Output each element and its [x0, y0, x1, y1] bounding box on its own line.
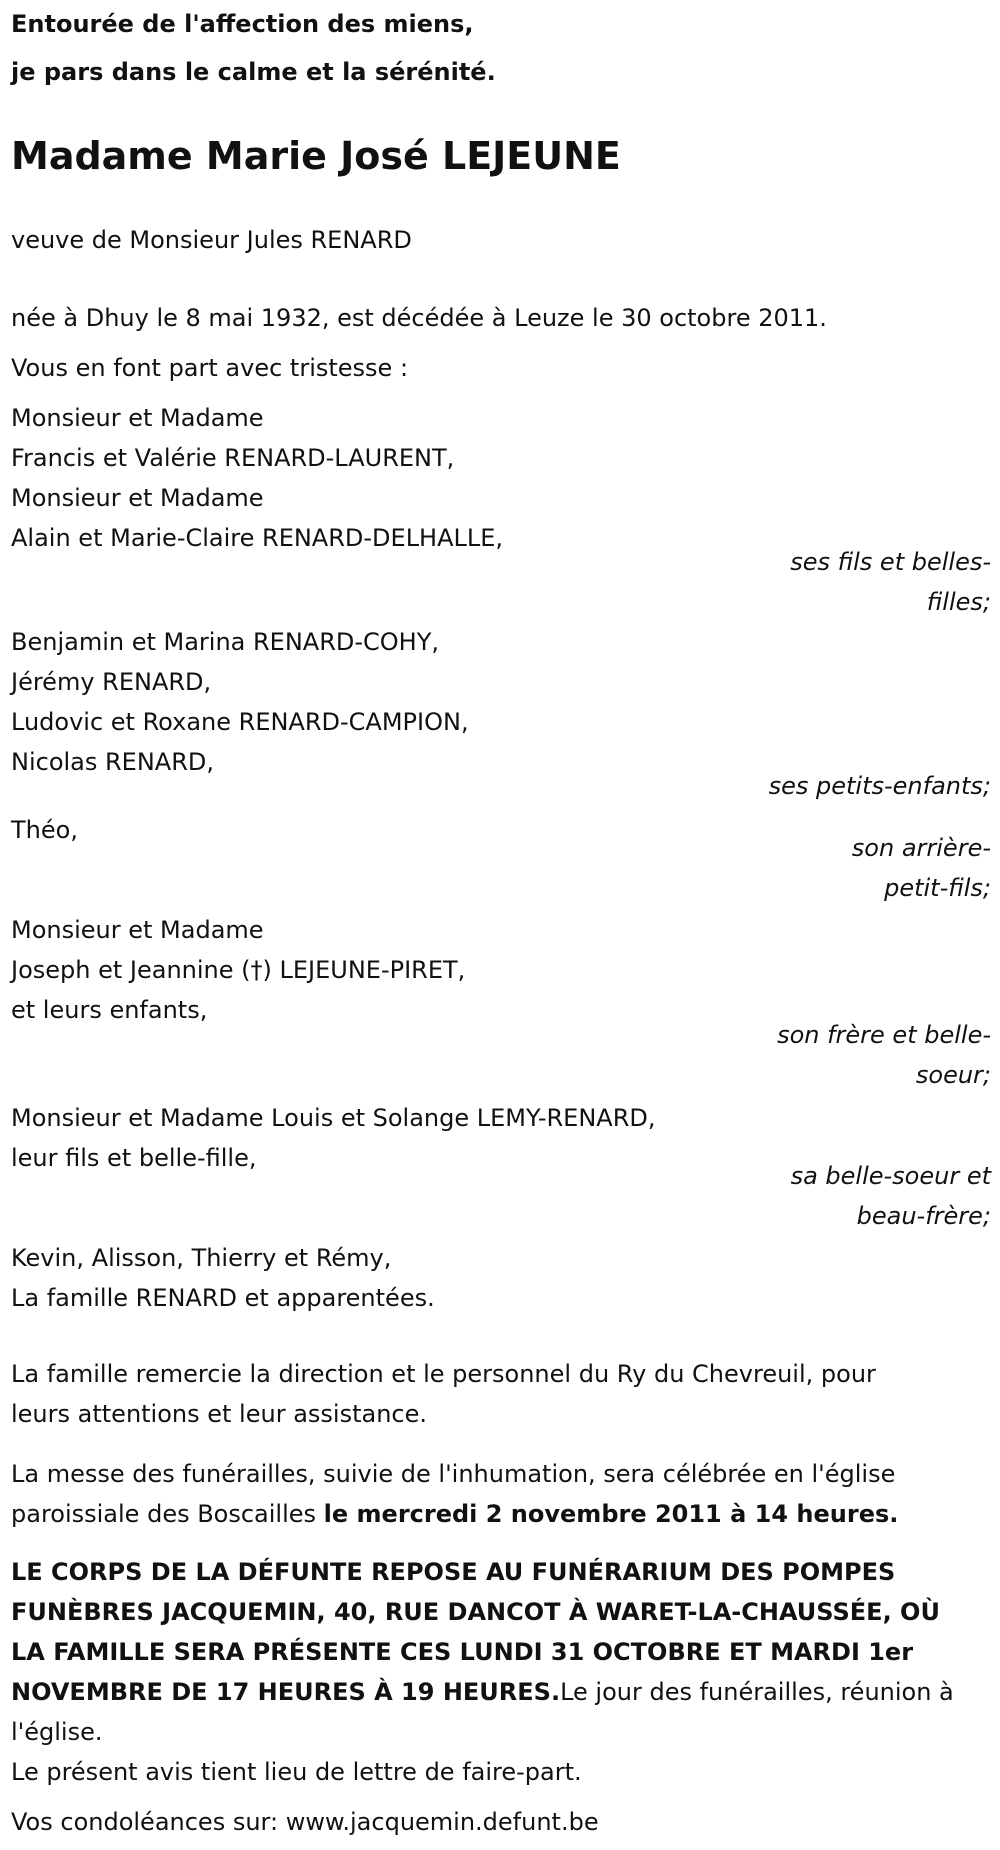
relation-label-grandchildren: ses petits-enfants;	[768, 772, 991, 800]
relation-label-sister	[691, 1156, 991, 1236]
funerarium-line: l'église.	[11, 1718, 103, 1746]
relation-label-brother	[691, 1015, 991, 1095]
relation-line: son frère et belle-	[777, 1021, 991, 1049]
funerarium-line: LA FAMILLE SERA PRÉSENTE CES LUNDI 31 OCTOBRE ET MARDI 1er	[11, 1638, 914, 1666]
relation-label-sons	[691, 542, 991, 622]
family-member: Joseph et Jeannine (†) LEJEUNE-PIRET,	[11, 956, 466, 984]
family-member: leur fils et belle-fille,	[11, 1144, 257, 1172]
epigraph	[11, 0, 991, 96]
family-member: Monsieur et Madame	[11, 484, 264, 512]
relation-line: ses fils et belles-	[790, 548, 991, 576]
thanks-line: leurs attentions et leur assistance.	[11, 1400, 428, 1428]
family-member: Jérémy RENARD,	[11, 668, 212, 696]
family-member: Kevin, Alisson, Thierry et Rémy,	[11, 1244, 392, 1272]
relation-line: filles;	[926, 588, 991, 616]
family-member: Francis et Valérie RENARD-LAURENT,	[11, 444, 455, 472]
family-member: Monsieur et Madame	[11, 916, 264, 944]
announce-line: Vous en font part avec tristesse :	[11, 354, 409, 382]
relation-line: soeur;	[915, 1061, 991, 1089]
condolences-line[interactable]: Vos condoléances sur: www.jacquemin.defunt.be	[11, 1808, 599, 1836]
epigraph-line: je pars dans le calme et la sérénité.	[11, 58, 496, 86]
others-list	[11, 1238, 991, 1318]
family-member: et leurs enfants,	[11, 996, 208, 1024]
thanks-paragraph	[11, 1354, 991, 1434]
funerarium-line: LE CORPS DE LA DÉFUNTE REPOSE AU FUNÉRARIUM DES POMPES	[11, 1558, 896, 1586]
family-member: La famille RENARD et apparentées.	[11, 1284, 435, 1312]
mass-line: La messe des funérailles, suivie de l'inhumation, sera célébrée en l'église	[11, 1460, 896, 1488]
relation-line: son arrière-	[851, 834, 991, 862]
funeral-day-note: Le jour des funérailles, réunion à	[560, 1678, 954, 1706]
relation-label-great-grandchild	[691, 828, 991, 908]
notice-line: Le présent avis tient lieu de lettre de faire-part.	[11, 1758, 582, 1786]
grandchildren-list	[11, 622, 991, 782]
family-member: Nicolas RENARD,	[11, 748, 215, 776]
widow-line: veuve de Monsieur Jules RENARD	[11, 226, 412, 254]
thanks-line: La famille remercie la direction et le personnel du Ry du Chevreuil, pour	[11, 1360, 876, 1388]
family-member: Benjamin et Marina RENARD-COHY,	[11, 628, 440, 656]
epigraph-line: Entourée de l'affection des miens,	[11, 10, 474, 38]
family-member: Monsieur et Madame	[11, 404, 264, 432]
brother-list	[11, 910, 991, 1030]
family-member: Ludovic et Roxane RENARD-CAMPION,	[11, 708, 469, 736]
mass-place: paroissiale des Boscailles	[11, 1500, 324, 1528]
funerarium-paragraph	[11, 1552, 991, 1752]
mass-line	[11, 1494, 991, 1534]
family-member: Alain et Marie-Claire RENARD-DELHALLE,	[11, 524, 504, 552]
relation-line: petit-fils;	[884, 874, 991, 902]
relation-line: sa belle-soeur et	[790, 1162, 991, 1190]
deceased-name: Madame Marie José LEJEUNE	[11, 134, 621, 178]
funerarium-line	[11, 1672, 991, 1712]
relation-line: beau-frère;	[856, 1202, 991, 1230]
mass-date: le mercredi 2 novembre 2011 à 14 heures.	[323, 1500, 899, 1528]
funerarium-line: FUNÈBRES JACQUEMIN, 40, RUE DANCOT À WARET-LA-CHAUSSÉE, OÙ	[11, 1598, 940, 1626]
visiting-hours: NOVEMBRE DE 17 HEURES À 19 HEURES.	[11, 1678, 561, 1706]
great-grandchild: Théo,	[11, 816, 78, 844]
birth-death-line: née à Dhuy le 8 mai 1932, est décédée à Leuze le 30 octobre 2011.	[11, 304, 827, 332]
mass-paragraph	[11, 1454, 991, 1534]
sons-list	[11, 398, 991, 558]
family-member: Monsieur et Madame Louis et Solange LEMY-RENARD,	[11, 1104, 656, 1132]
